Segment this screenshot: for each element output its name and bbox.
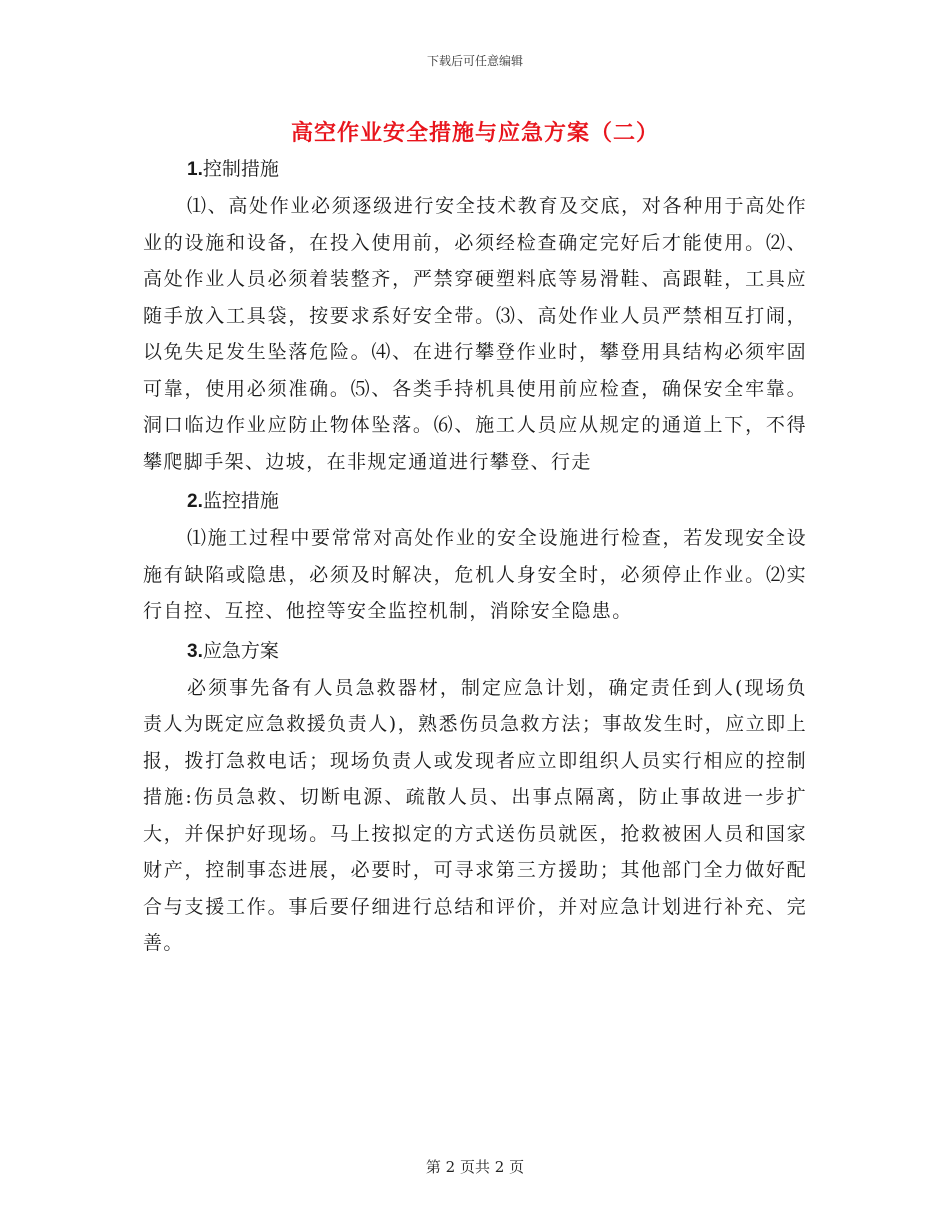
page-header-note: 下载后可任意编辑 (426, 54, 523, 68)
section-number: 3. (187, 640, 203, 662)
section-body-monitoring: ⑴施工过程中要常常对高处作业的安全设施进行检查，若发现安全设施有缺陷或隐患，必须及时解决，危机人身安全时，必须停止作业。⑵实行自控、互控、他控等安全监控机制，消除安全隐患。 (143, 527, 807, 622)
section-number: 1. (187, 159, 203, 180)
section-heading-label: 监控措施 (202, 490, 279, 512)
document-title: 高空作业安全措施与应急方案（二） (290, 120, 659, 146)
section-number: 2. (187, 491, 203, 512)
section-heading-label: 应急方案 (202, 639, 279, 662)
page-footer-indicator: 第 2 页共 2 页 (425, 1158, 525, 1176)
section-heading-monitoring (143, 482, 807, 520)
section-heading-emergency (143, 632, 807, 670)
section-heading-control (143, 150, 807, 188)
section-body-control: ⑴、高处作业必须逐级进行安全技术教育及交底，对各种用于高处作业的设施和设备，在投入使用前，必须经检查确定完好后才能使用。⑵、高处作业人员必须着装整齐，严禁穿硬塑料底等易滑鞋、高跟鞋，工具应随手放入工具袋，按要求系好安全带。⑶、高处作业人员严禁相互打闹，以免失足发生坠落危险。⑷、在进行攀登作业时，攀登用具结构必须牢固可靠，使用必须准确。⑸、各类手持机具使用前应检查，确保安全牢靠。洞口临边作业应防止物体坠落。⑹、施工人员应从规定的通道上下，不得攀爬脚手架、边坡，在非规定通道进行攀登、行走 (143, 195, 807, 473)
section-body-emergency: 必须事先备有人员急救器材，制定应急计划，确定责任到人(现场负责人为既定应急救援负责人)，熟悉伤员急救方法；事故发生时，应立即上报，拨打急救电话；现场负责人或发现者应立即组织人员实行相应的控制措施:伤员急救、切断电源、疏散人员、出事点隔离，防止事故进一步扩大，并保护好现场。马上按拟定的方式送伤员就医，抢救被困人员和国家财产，控制事态进展，必要时，可寻求第三方援助；其他部门全力做好配合与支援工作。事后要仔细进行总结和评价，并对应急计划进行补充、完善。 (143, 676, 807, 954)
document-body (143, 150, 807, 962)
section-heading-label: 控制措施 (202, 158, 279, 180)
